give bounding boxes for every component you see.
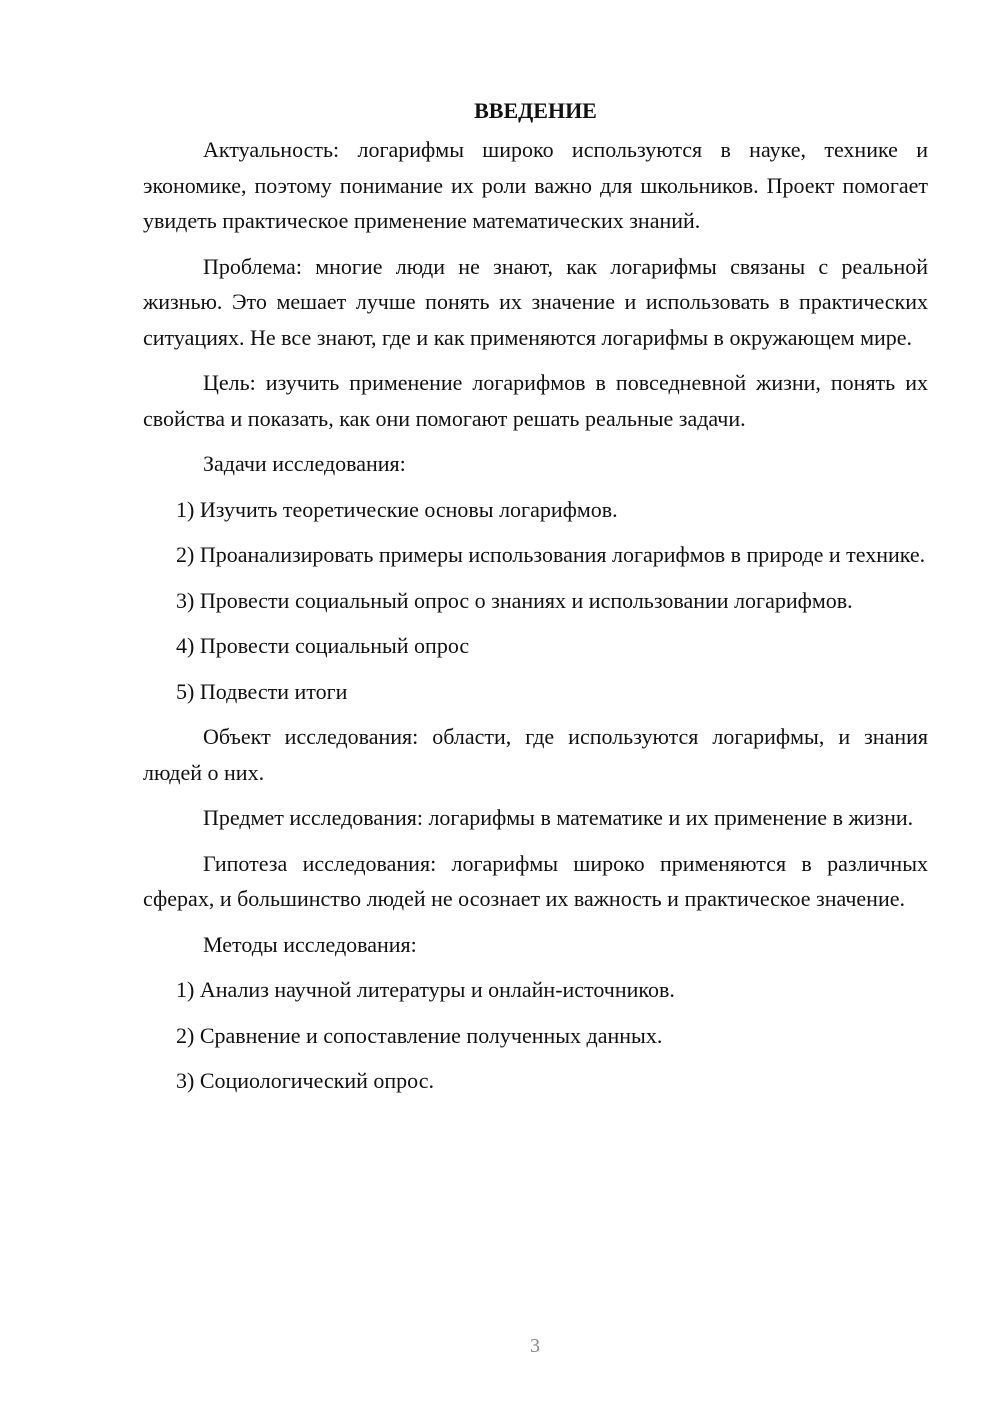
page-content [143,93,928,1109]
tasks-title: Задачи исследования: [203,451,406,476]
hypothesis-paragraph: Гипотеза исследования: логарифмы широко применяются в различных сферах, и большинство людей не осознает их важность и практическое значение. [143,850,928,911]
task-item-3: 3) Провести социальный опрос о знаниях и использовании логарифмов. [176,587,853,613]
methods-title: Методы исследования: [203,931,417,957]
method-item-2: 2) Сравнение и сопоставление полученных данных. [176,1022,663,1048]
goal-paragraph: Цель: изучить применение логарифмов в повседневной жизни, понять их свойства и показать, как они помогают решать реальные задачи. [143,370,928,431]
task-item-2: 2) Проанализировать примеры использования логарифмов в природе и технике. [176,542,926,567]
relevance-paragraph: Актуальность: логарифмы широко используются в науке, технике и экономике, поэтому понимание их роли важно для школьников. Проект помогает увидеть практическое применение математических знаний. [143,137,928,233]
method-item-1: 1) Анализ научной литературы и онлайн-источников. [176,977,675,1002]
method-item-3: 3) Социологический опрос. [176,1068,434,1093]
page-number: 3 [530,1335,540,1357]
task-item-1: 1) Изучить теоретические основы логарифмов. [176,496,618,522]
subject-paragraph: Предмет исследования: логарифмы в математике и их применение в жизни. [203,805,914,830]
task-item-4: 4) Провести социальный опрос [176,633,470,658]
section-heading: ВВЕДЕНИЕ [474,98,597,123]
object-paragraph: Объект исследования: области, где используются логарифмы, и знания людей о них. [143,724,928,785]
problem-paragraph: Проблема: многие люди не знают, как логарифмы связаны с реальной жизнью. Это мешает лучше понять их значение и использовать в практических ситуациях. Не все знают, где и как применяются логарифмы в окружающем мире. [143,253,928,350]
task-item-5: 5) Подвести итоги [176,678,348,704]
